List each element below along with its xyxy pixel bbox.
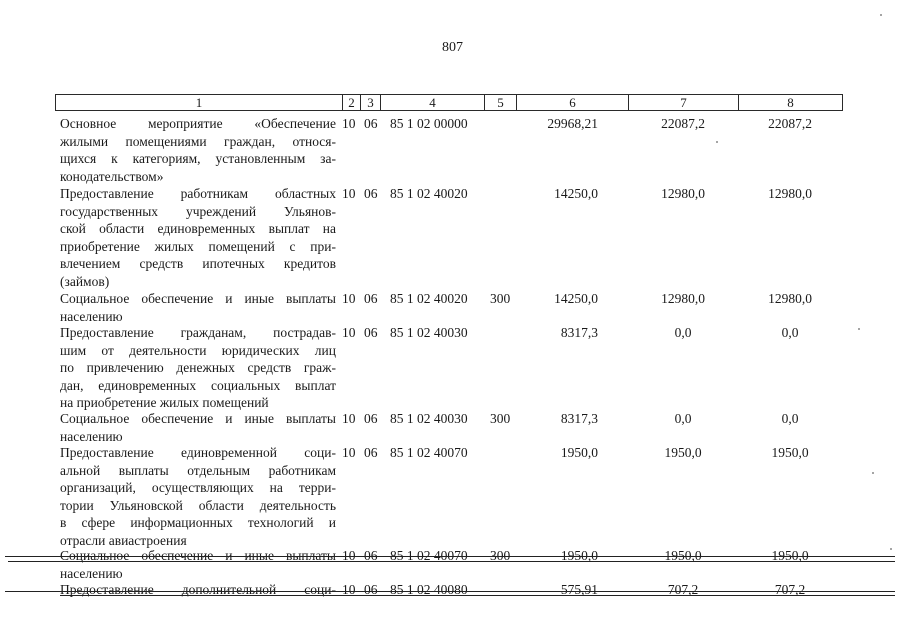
cell-section: 10 xyxy=(342,116,356,131)
cell-value-8: 0,0 xyxy=(781,411,799,426)
cell-value-8: 707,2 xyxy=(774,582,806,597)
cell-value-6: 8317,3 xyxy=(560,325,598,340)
cell-section: 10 xyxy=(342,548,356,563)
row-description: Предоставление дополнительной соци- xyxy=(60,582,336,597)
cell-target-code: 85 1 02 40030 xyxy=(390,411,468,426)
header-col-8: 8 xyxy=(787,95,794,110)
cell-section: 10 xyxy=(342,445,356,460)
cell-target-code: 85 1 02 40070 xyxy=(390,445,468,460)
cell-value-7: 0,0 xyxy=(674,411,692,426)
cell-value-6: 1950,0 xyxy=(560,445,598,460)
cell-value-6: 14250,0 xyxy=(554,291,598,306)
cell-value-6: 1950,0 xyxy=(560,548,598,563)
cell-target-code: 85 1 02 40080 xyxy=(390,582,468,597)
cell-section: 10 xyxy=(342,325,356,340)
cell-value-7: 22087,2 xyxy=(661,116,705,131)
cell-value-8: 0,0 xyxy=(781,325,799,340)
strikethrough-line xyxy=(5,556,895,557)
cell-target-code: 85 1 02 40070 xyxy=(390,548,468,563)
cell-value-8: 1950,0 xyxy=(771,445,809,460)
cell-subsection: 06 xyxy=(364,325,378,340)
cell-section: 10 xyxy=(342,291,356,306)
row-description: Социальное обеспечение и иные выплаты населению xyxy=(60,411,336,444)
row-description: Основное мероприятие «Обеспечение жилыми помещениями граждан, относя- щихся к категориям, установленным за- конодательством» xyxy=(60,116,336,184)
cell-value-6: 575,91 xyxy=(560,582,598,597)
cell-expense-type: 300 xyxy=(490,548,511,563)
cell-value-7: 1950,0 xyxy=(664,548,702,563)
row-description: Социальное обеспечение и иные выплаты населению xyxy=(60,291,336,324)
cell-value-7: 12980,0 xyxy=(661,186,705,201)
cell-subsection: 06 xyxy=(364,411,378,426)
row-description: Предоставление единовременной соци- альной выплаты отдельным работникам организаций, осуществляющих на терри- тории Ульяновской области деятельность в сфере информационных технологий и отрасли авиастроения xyxy=(60,445,336,548)
row-description: Социальное обеспечение и иные выплаты населению xyxy=(60,548,336,581)
header-col-2: 2 xyxy=(343,95,361,110)
table-rule-line xyxy=(60,595,895,596)
cell-value-7: 707,2 xyxy=(667,582,699,597)
scan-speck xyxy=(716,141,718,143)
cell-subsection: 06 xyxy=(364,445,378,460)
cell-value-7: 0,0 xyxy=(674,325,692,340)
row-description: Предоставление работникам областных государственных учреждений Ульянов- ской области единовременных выплат на приобретение жилых помещений с при- влечением средств ипотечных кредитов (займов) xyxy=(60,186,336,289)
cell-value-7: 12980,0 xyxy=(661,291,705,306)
cell-subsection: 06 xyxy=(364,548,378,563)
table-header xyxy=(55,94,843,111)
cell-subsection: 06 xyxy=(364,582,378,597)
cell-target-code: 85 1 02 00000 xyxy=(390,116,468,131)
row-description: Предоставление гражданам, пострадав- шим от деятельности юридических лиц по привлечению денежных средств граж- дан, единовременных социальных выплат на приобретение жилых помещений xyxy=(60,325,336,411)
cell-subsection: 06 xyxy=(364,116,378,131)
header-col-5: 5 xyxy=(485,95,517,110)
cell-value-8: 1950,0 xyxy=(771,548,809,563)
scan-speck xyxy=(872,472,874,474)
cell-target-code: 85 1 02 40020 xyxy=(390,291,468,306)
cell-section: 10 xyxy=(342,411,356,426)
cell-target-code: 85 1 02 40030 xyxy=(390,325,468,340)
cell-expense-type: 300 xyxy=(490,291,511,306)
cell-value-8: 22087,2 xyxy=(768,116,812,131)
header-col-7: 7 xyxy=(629,95,739,110)
page-number: 807 xyxy=(442,40,463,55)
cell-value-6: 29968,21 xyxy=(547,116,598,131)
header-col-3: 3 xyxy=(361,95,381,110)
table-rule-line xyxy=(8,561,895,562)
cell-value-8: 12980,0 xyxy=(768,186,812,201)
scan-speck xyxy=(880,14,882,16)
cell-value-6: 14250,0 xyxy=(554,186,598,201)
strikethrough-line xyxy=(5,591,895,592)
cell-section: 10 xyxy=(342,186,356,201)
cell-target-code: 85 1 02 40020 xyxy=(390,186,468,201)
header-col-1: 1 xyxy=(56,95,343,110)
cell-value-7: 1950,0 xyxy=(664,445,702,460)
cell-value-6: 8317,3 xyxy=(560,411,598,426)
cell-expense-type: 300 xyxy=(490,411,511,426)
header-col-6: 6 xyxy=(517,95,629,110)
cell-subsection: 06 xyxy=(364,291,378,306)
cell-value-8: 12980,0 xyxy=(768,291,812,306)
header-col-4: 4 xyxy=(381,95,485,110)
cell-subsection: 06 xyxy=(364,186,378,201)
cell-section: 10 xyxy=(342,582,356,597)
scan-speck xyxy=(890,548,892,550)
scan-speck xyxy=(858,328,860,330)
